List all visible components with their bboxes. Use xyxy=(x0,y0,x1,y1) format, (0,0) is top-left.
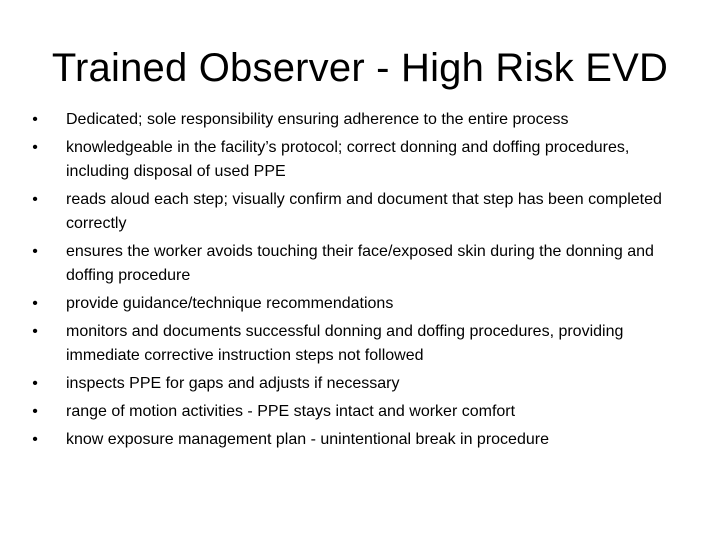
bullet-icon: • xyxy=(32,323,38,340)
bullet-icon: • xyxy=(32,111,38,128)
bullet-text: provide guidance/technique recommendations xyxy=(66,295,394,312)
bullet-icon: • xyxy=(32,295,38,312)
list-item xyxy=(28,240,690,288)
bullet-icon: • xyxy=(32,375,38,392)
list-item xyxy=(28,108,690,132)
list-item xyxy=(28,372,690,396)
list-item xyxy=(28,400,690,424)
bullet-text: monitors and documents successful donning and doffing procedures, providing immediate corrective instruction steps not followed xyxy=(66,323,624,364)
list-item xyxy=(28,320,690,368)
list-item xyxy=(28,292,690,316)
bullet-text: inspects PPE for gaps and adjusts if necessary xyxy=(66,375,400,392)
slide-title: Trained Observer - High Risk EVD xyxy=(51,46,669,90)
list-item xyxy=(28,428,690,452)
bullet-text: knowledgeable in the facility’s protocol; correct donning and doffing procedures, including disposal of used PPE xyxy=(66,139,630,180)
bullet-text: ensures the worker avoids touching their face/exposed skin during the donning and doffing procedure xyxy=(66,243,654,284)
list-item xyxy=(28,136,690,184)
bullet-icon: • xyxy=(32,243,38,260)
bullet-text: range of motion activities - PPE stays intact and worker comfort xyxy=(66,403,516,420)
bullet-text: Dedicated; sole responsibility ensuring adherence to the entire process xyxy=(66,111,569,128)
bullet-icon: • xyxy=(32,431,38,448)
bullet-icon: • xyxy=(32,403,38,420)
bullet-icon: • xyxy=(32,191,38,208)
bullet-text: know exposure management plan - unintentional break in procedure xyxy=(66,431,549,448)
bullet-icon: • xyxy=(32,139,38,156)
bullet-list xyxy=(28,108,690,456)
bullet-text: reads aloud each step; visually confirm and document that step has been completed correctly xyxy=(66,191,662,232)
list-item xyxy=(28,188,690,236)
